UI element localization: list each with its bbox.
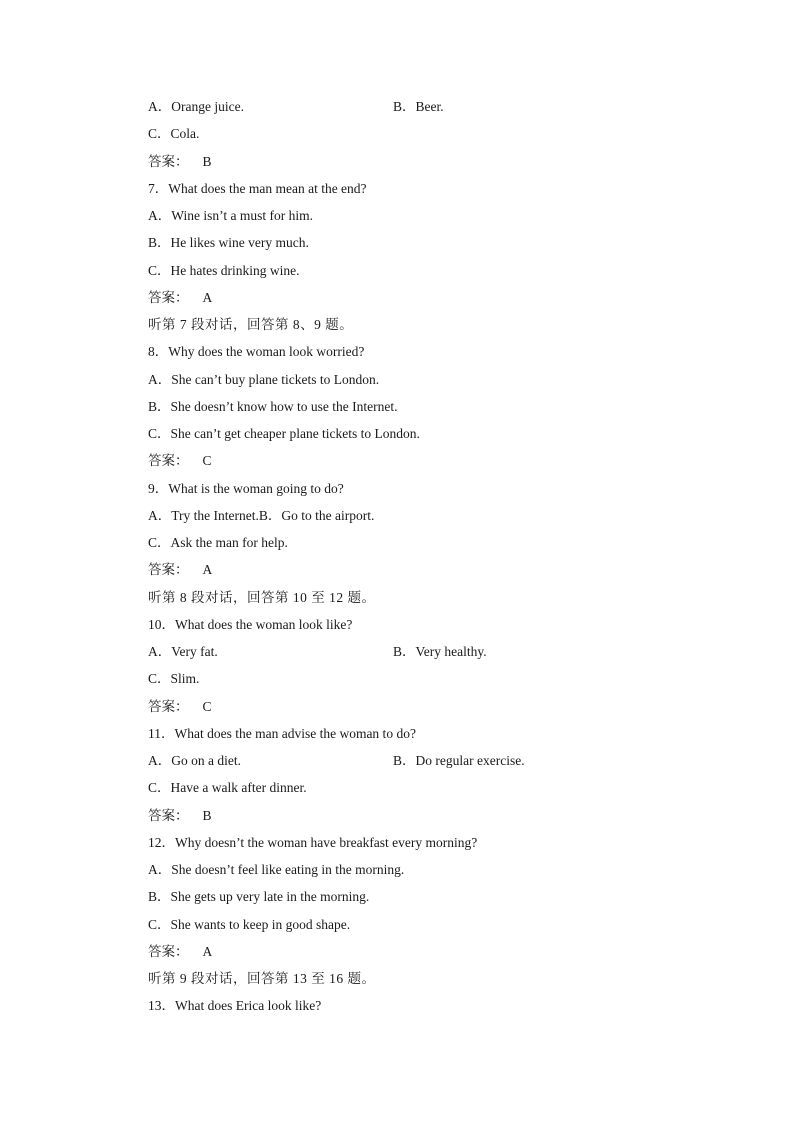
option-b: B．Beer. (393, 99, 444, 114)
answer-label: 答案： (148, 289, 189, 305)
option-a: A．Very fat. (148, 644, 218, 659)
answer-line (148, 284, 708, 311)
answer-label: 答案： (148, 943, 189, 959)
text-line: 13．What does Erica look like? (148, 998, 322, 1014)
text-line: C．Cola. (148, 126, 200, 142)
text-line: A．Wine isn’t a must for him. (148, 208, 313, 223)
answer-label: 答案： (148, 807, 189, 823)
answer-value: B (202, 153, 212, 169)
answer-label: 答案： (148, 562, 189, 578)
option-row (148, 93, 708, 120)
answer-label: 答案： (148, 453, 189, 469)
answer-line (148, 938, 708, 965)
option-b: B．Very healthy. (393, 644, 487, 659)
section-instruction: 听第 7 段对话，回答第 8、9 题。 (148, 317, 354, 332)
answer-value: C (202, 698, 212, 714)
text-line: 7．What does the man mean at the end? (148, 180, 367, 196)
section-instruction: 听第 8 段对话，回答第 10 至 12 题。 (148, 589, 376, 605)
text-line: 9．What is the woman going to do? (148, 480, 344, 496)
text-line: B．She gets up very late in the morning. (148, 889, 370, 905)
text-line: C．Have a walk after dinner. (148, 780, 307, 796)
option-b: B．Do regular exercise. (393, 753, 525, 768)
option-row (148, 638, 708, 665)
text-line: C．He hates drinking wine. (148, 262, 300, 278)
text-line: C．Ask the man for help. (148, 535, 288, 550)
text-line: 10．What does the woman look like? (148, 616, 353, 632)
text-line: 11．What does the man advise the woman to do? (148, 725, 416, 741)
text-line: A．She doesn’t feel like eating in the morning. (148, 862, 405, 877)
text-line: B．He likes wine very much. (148, 235, 309, 251)
section-instruction: 听第 9 段对话，回答第 13 至 16 题。 (148, 971, 376, 986)
answer-line (148, 447, 708, 474)
option-a: A．Go on a diet. (148, 753, 241, 768)
answer-label: 答案： (148, 153, 189, 169)
text-line: A．Try the Internet.B．Go to the airport. (148, 507, 375, 523)
text-line: B．She doesn’t know how to use the Internet. (148, 398, 398, 414)
answer-line (148, 556, 708, 583)
text-line: C．She wants to keep in good shape. (148, 916, 351, 932)
answer-line (148, 802, 708, 829)
option-a: A．Orange juice. (148, 99, 244, 114)
answer-value: A (202, 943, 213, 959)
text-line: A．She can’t buy plane tickets to London. (148, 371, 380, 387)
answer-line (148, 693, 708, 720)
answer-line (148, 148, 708, 175)
document-page (148, 93, 708, 1020)
answer-value: C (202, 453, 212, 469)
answer-label: 答案： (148, 698, 189, 714)
option-row (148, 747, 708, 774)
answer-value: B (202, 807, 212, 823)
text-line: C．She can’t get cheaper plane tickets to London. (148, 426, 420, 441)
answer-value: A (202, 289, 213, 305)
text-line: C．Slim. (148, 671, 200, 687)
text-line: 8．Why does the woman look worried? (148, 344, 365, 360)
text-line: 12．Why doesn’t the woman have breakfast every morning? (148, 834, 478, 850)
answer-value: A (202, 562, 213, 578)
